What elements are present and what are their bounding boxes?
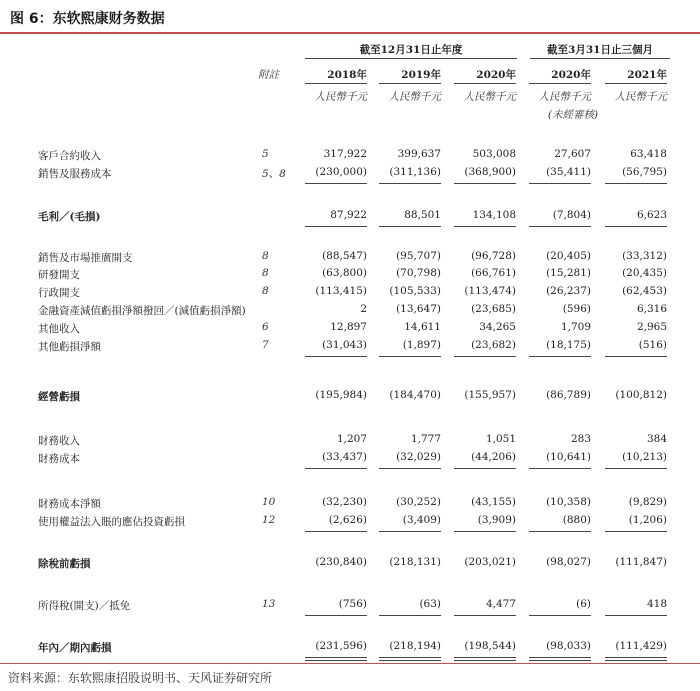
subtotal-rule bbox=[454, 468, 516, 469]
row-value: (1,206) bbox=[628, 514, 667, 526]
total-double-rule bbox=[379, 657, 441, 658]
year-underline bbox=[454, 83, 516, 84]
subtotal-rule bbox=[605, 615, 667, 616]
row-value: 1,709 bbox=[560, 321, 591, 333]
year-header: 2020年 bbox=[476, 69, 516, 81]
row-value: (3,909) bbox=[477, 514, 516, 526]
row-value: (155,957) bbox=[464, 389, 516, 401]
subtotal-rule bbox=[605, 356, 667, 357]
subtotal-rule bbox=[305, 356, 367, 357]
note-column-header: 附註 bbox=[258, 69, 279, 81]
row-value: (111,429) bbox=[615, 640, 667, 652]
total-double-rule bbox=[305, 660, 367, 661]
row-value: 34,265 bbox=[479, 321, 516, 333]
row-label: 經營虧損 bbox=[38, 391, 80, 403]
subtotal-rule bbox=[605, 468, 667, 469]
row-value: (88,547) bbox=[322, 250, 367, 262]
row-value: (113,415) bbox=[315, 285, 367, 297]
row-note: 7 bbox=[262, 339, 269, 351]
subtotal-rule bbox=[529, 183, 591, 184]
subtotal-rule bbox=[305, 183, 367, 184]
row-value: 1,777 bbox=[410, 433, 441, 445]
row-value: (35,411) bbox=[546, 166, 591, 178]
subtotal-rule bbox=[529, 356, 591, 357]
row-value: 384 bbox=[646, 433, 667, 445]
row-value: (231,596) bbox=[315, 640, 367, 652]
row-value: (195,984) bbox=[315, 389, 367, 401]
row-value: (62,453) bbox=[622, 285, 667, 297]
total-double-rule bbox=[454, 660, 516, 661]
row-value: (880) bbox=[562, 514, 591, 526]
year-underline bbox=[529, 83, 591, 84]
row-value: (43,155) bbox=[471, 496, 516, 508]
row-note: 8 bbox=[262, 250, 269, 262]
row-value: (96,728) bbox=[471, 250, 516, 262]
unit-label: 人民幣千元 bbox=[388, 91, 441, 103]
subtotal-rule bbox=[379, 183, 441, 184]
row-value: (2,626) bbox=[328, 514, 367, 526]
row-value: (6) bbox=[576, 598, 591, 610]
row-value: (31,043) bbox=[322, 339, 367, 351]
row-value: (3,409) bbox=[402, 514, 441, 526]
subtotal-rule bbox=[605, 226, 667, 227]
row-label: 使用權益法入賬的應佔投資虧損 bbox=[38, 516, 185, 528]
row-value: 1,051 bbox=[485, 433, 516, 445]
figure-title: 图 6：东软熙康财务数据 bbox=[10, 11, 165, 27]
row-label: 行政開支 bbox=[38, 287, 80, 299]
total-double-rule bbox=[305, 657, 367, 658]
row-value: 399,637 bbox=[397, 148, 441, 160]
year-header: 2019年 bbox=[401, 69, 441, 81]
row-label: 銷售及服務成本 bbox=[38, 168, 112, 180]
row-label: 銷售及市場推廣開支 bbox=[38, 252, 133, 264]
row-value: (66,761) bbox=[471, 267, 516, 279]
row-note: 5、8 bbox=[262, 168, 286, 180]
row-value: 2,965 bbox=[636, 321, 667, 333]
row-label: 其他收入 bbox=[38, 323, 80, 335]
row-value: (9,829) bbox=[628, 496, 667, 508]
row-value: (13,647) bbox=[396, 303, 441, 315]
row-value: (596) bbox=[562, 303, 591, 315]
row-value: (111,847) bbox=[615, 556, 667, 568]
row-value: (184,470) bbox=[389, 389, 441, 401]
year-underline bbox=[379, 83, 441, 84]
row-value: 317,922 bbox=[323, 148, 367, 160]
subtotal-rule bbox=[529, 615, 591, 616]
row-value: (98,033) bbox=[546, 640, 591, 652]
row-value: (203,021) bbox=[464, 556, 516, 568]
row-value: (18,175) bbox=[546, 339, 591, 351]
subtotal-rule bbox=[605, 531, 667, 532]
row-value: (230,000) bbox=[315, 166, 367, 178]
subtotal-rule bbox=[529, 226, 591, 227]
footer-divider bbox=[0, 663, 700, 664]
year-underline bbox=[605, 83, 667, 84]
row-value: 418 bbox=[646, 598, 667, 610]
row-value: (10,641) bbox=[546, 451, 591, 463]
row-note: 10 bbox=[262, 496, 276, 508]
subtotal-rule bbox=[454, 226, 516, 227]
row-value: (23,685) bbox=[471, 303, 516, 315]
row-value: (33,437) bbox=[322, 451, 367, 463]
row-value: (218,131) bbox=[389, 556, 441, 568]
row-value: (63,800) bbox=[322, 267, 367, 279]
row-note: 12 bbox=[262, 514, 276, 526]
row-label: 金融資產減值虧損淨額撥回／(減值虧損淨額) bbox=[38, 305, 246, 317]
row-value: (7,804) bbox=[552, 209, 591, 221]
row-value: 12,897 bbox=[330, 321, 367, 333]
total-double-rule bbox=[605, 657, 667, 658]
row-label: 財務成本 bbox=[38, 453, 80, 465]
row-value: (20,435) bbox=[622, 267, 667, 279]
row-value: (32,230) bbox=[322, 496, 367, 508]
row-label: 除稅前虧損 bbox=[38, 558, 91, 570]
row-value: 6,623 bbox=[636, 209, 667, 221]
year-header: 2020年 bbox=[551, 69, 591, 81]
row-value: (230,840) bbox=[315, 556, 367, 568]
subtotal-rule bbox=[454, 356, 516, 357]
subtotal-rule bbox=[379, 615, 441, 616]
subtotal-rule bbox=[305, 468, 367, 469]
subtotal-rule bbox=[454, 615, 516, 616]
subtotal-rule bbox=[305, 531, 367, 532]
unit-label: 人民幣千元 bbox=[538, 91, 591, 103]
row-note: 13 bbox=[262, 598, 276, 610]
row-value: (44,206) bbox=[471, 451, 516, 463]
row-label: 財務成本淨額 bbox=[38, 498, 101, 510]
subtotal-rule bbox=[454, 183, 516, 184]
row-label: 財務收入 bbox=[38, 435, 80, 447]
subtotal-rule bbox=[379, 531, 441, 532]
row-label: 毛利／(毛損) bbox=[38, 211, 101, 223]
row-value: (198,544) bbox=[464, 640, 516, 652]
row-value: (56,795) bbox=[622, 166, 667, 178]
unaudited-label: (未經審核) bbox=[547, 109, 599, 121]
row-value: (15,281) bbox=[546, 267, 591, 279]
row-label: 年內／期內虧損 bbox=[38, 642, 112, 654]
row-value: 4,477 bbox=[485, 598, 516, 610]
period-underline-annual bbox=[305, 58, 517, 59]
row-value: 14,611 bbox=[404, 321, 441, 333]
row-value: (95,707) bbox=[396, 250, 441, 262]
unit-label: 人民幣千元 bbox=[614, 91, 667, 103]
row-value: (100,812) bbox=[615, 389, 667, 401]
row-value: (105,533) bbox=[389, 285, 441, 297]
row-value: (63) bbox=[419, 598, 441, 610]
row-value: 134,108 bbox=[472, 209, 516, 221]
subtotal-rule bbox=[379, 226, 441, 227]
row-label: 所得稅(開支)／抵免 bbox=[38, 600, 131, 612]
year-underline bbox=[305, 83, 367, 84]
row-value: 283 bbox=[570, 433, 591, 445]
row-value: (33,312) bbox=[622, 250, 667, 262]
row-value: (516) bbox=[638, 339, 667, 351]
year-header: 2018年 bbox=[327, 69, 367, 81]
row-value: 88,501 bbox=[404, 209, 441, 221]
year-header: 2021年 bbox=[627, 69, 667, 81]
row-note: 6 bbox=[262, 321, 269, 333]
row-label: 研發開支 bbox=[38, 269, 80, 281]
row-value: 6,316 bbox=[636, 303, 667, 315]
row-value: (70,798) bbox=[396, 267, 441, 279]
source-note: 资料来源：东软熙康招股说明书、天风证券研究所 bbox=[8, 671, 273, 685]
row-value: (311,136) bbox=[389, 166, 441, 178]
row-value: (756) bbox=[338, 598, 367, 610]
total-double-rule bbox=[529, 657, 591, 658]
title-divider bbox=[0, 32, 700, 34]
row-value: (23,682) bbox=[471, 339, 516, 351]
subtotal-rule bbox=[605, 183, 667, 184]
subtotal-rule bbox=[305, 615, 367, 616]
total-double-rule bbox=[605, 660, 667, 661]
subtotal-rule bbox=[529, 531, 591, 532]
row-value: 63,418 bbox=[630, 148, 667, 160]
row-value: (218,194) bbox=[389, 640, 441, 652]
row-label: 其他虧損淨額 bbox=[38, 341, 101, 353]
row-note: 5 bbox=[262, 148, 269, 160]
total-double-rule bbox=[529, 660, 591, 661]
unit-label: 人民幣千元 bbox=[463, 91, 516, 103]
row-value: (30,252) bbox=[396, 496, 441, 508]
row-value: 2 bbox=[360, 303, 367, 315]
row-value: (1,897) bbox=[402, 339, 441, 351]
subtotal-rule bbox=[529, 468, 591, 469]
row-value: (368,900) bbox=[464, 166, 516, 178]
total-double-rule bbox=[454, 657, 516, 658]
period-header-quarter: 截至3月31日止三個月 bbox=[547, 44, 653, 56]
row-value: 1,207 bbox=[336, 433, 367, 445]
row-value: (20,405) bbox=[546, 250, 591, 262]
row-value: 27,607 bbox=[554, 148, 591, 160]
row-value: (98,027) bbox=[546, 556, 591, 568]
unit-label: 人民幣千元 bbox=[314, 91, 367, 103]
subtotal-rule bbox=[454, 531, 516, 532]
row-value: (86,789) bbox=[546, 389, 591, 401]
row-value: 87,922 bbox=[330, 209, 367, 221]
subtotal-rule bbox=[379, 468, 441, 469]
subtotal-rule bbox=[305, 226, 367, 227]
row-note: 8 bbox=[262, 285, 269, 297]
period-underline-quarter bbox=[530, 58, 670, 59]
row-value: (10,213) bbox=[622, 451, 667, 463]
row-label: 客戶合約收入 bbox=[38, 150, 101, 162]
row-value: (32,029) bbox=[396, 451, 441, 463]
total-double-rule bbox=[379, 660, 441, 661]
row-note: 8 bbox=[262, 267, 269, 279]
row-value: (26,237) bbox=[546, 285, 591, 297]
row-value: (113,474) bbox=[464, 285, 516, 297]
row-value: 503,008 bbox=[472, 148, 516, 160]
subtotal-rule bbox=[379, 356, 441, 357]
row-value: (10,358) bbox=[546, 496, 591, 508]
period-header-annual: 截至12月31日止年度 bbox=[359, 44, 463, 56]
